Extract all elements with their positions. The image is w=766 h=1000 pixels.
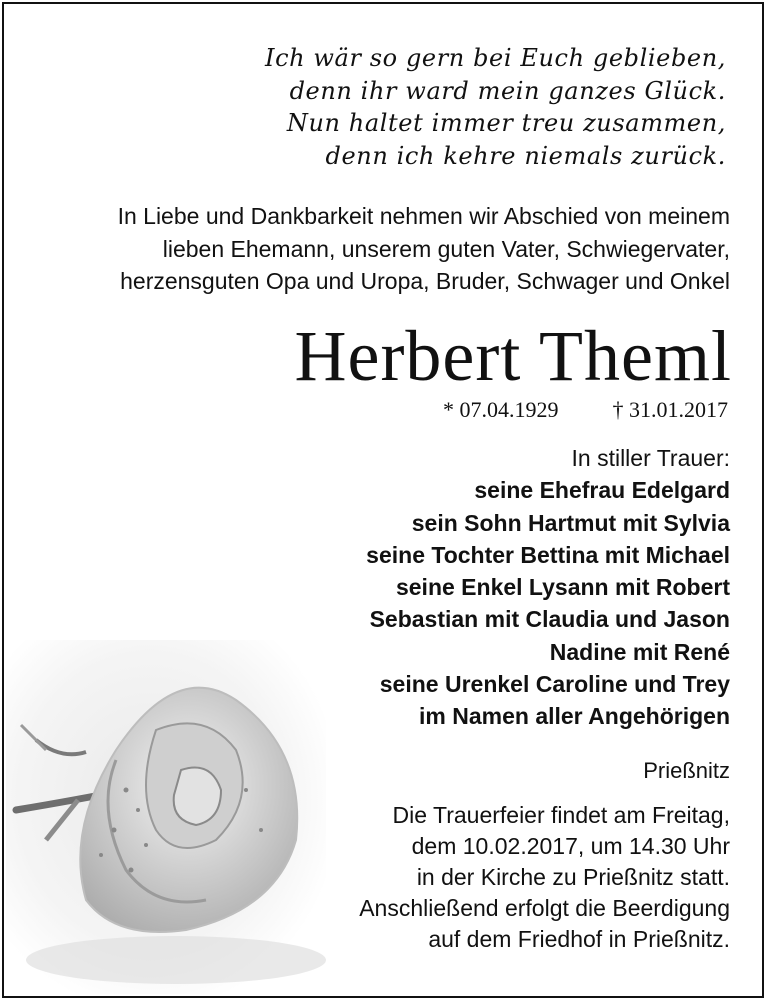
mourner-line: sein Sohn Hartmut mit Sylvia (411, 509, 730, 536)
poem-line: Nun haltet immer treu zusammen, (286, 109, 726, 137)
poem-line: Ich wär so gern bei Euch geblieben, (265, 44, 726, 72)
mourner-line: Nadine mit René (549, 638, 730, 665)
poem-line: denn ihr ward mein ganzes Glück. (289, 76, 726, 105)
mourner-line: seine Enkel Lysann mit Robert (395, 574, 730, 601)
place-name: Prießnitz (643, 758, 730, 783)
mourner-line: Sebastian mit Claudia und Jason (369, 606, 730, 633)
mourners-list (210, 442, 730, 733)
service-line: Die Trauerfeier findet am Freitag, (392, 802, 730, 828)
mourner-line: seine Urenkel Caroline und Trey (379, 671, 730, 698)
service-line: auf dem Friedhof in Prießnitz. (428, 926, 730, 952)
deceased-name: Herbert Theml (294, 316, 732, 396)
service-line: Anschließend erfolgt die Beerdigung (359, 895, 730, 921)
life-dates (443, 396, 728, 424)
death-date: † 31.01.2017 (612, 397, 728, 422)
poem (126, 42, 726, 172)
birth-date: * 07.04.1929 (443, 397, 559, 422)
intro-line: lieben Ehemann, unserem guten Vater, Schwiegervater, (162, 235, 730, 262)
intro-line: herzensguten Opa und Uropa, Bruder, Schwager und Onkel (120, 268, 730, 294)
service-line: in der Kirche zu Prießnitz statt. (416, 864, 730, 890)
intro-line: In Liebe und Dankbarkeit nehmen wir Abschied von meinem (117, 203, 730, 229)
mourners-lead: In stiller Trauer: (571, 445, 730, 471)
service-line: dem 10.02.2017, um 14.30 Uhr (411, 833, 730, 859)
mourner-line: seine Tochter Bettina mit Michael (366, 541, 730, 568)
service-info (290, 800, 730, 955)
mourner-line: seine Ehefrau Edelgard (474, 477, 730, 504)
mourner-line: im Namen aller Angehörigen (419, 703, 730, 730)
intro-text (10, 200, 730, 298)
poem-line: denn ich kehre niemals zurück. (325, 141, 726, 170)
